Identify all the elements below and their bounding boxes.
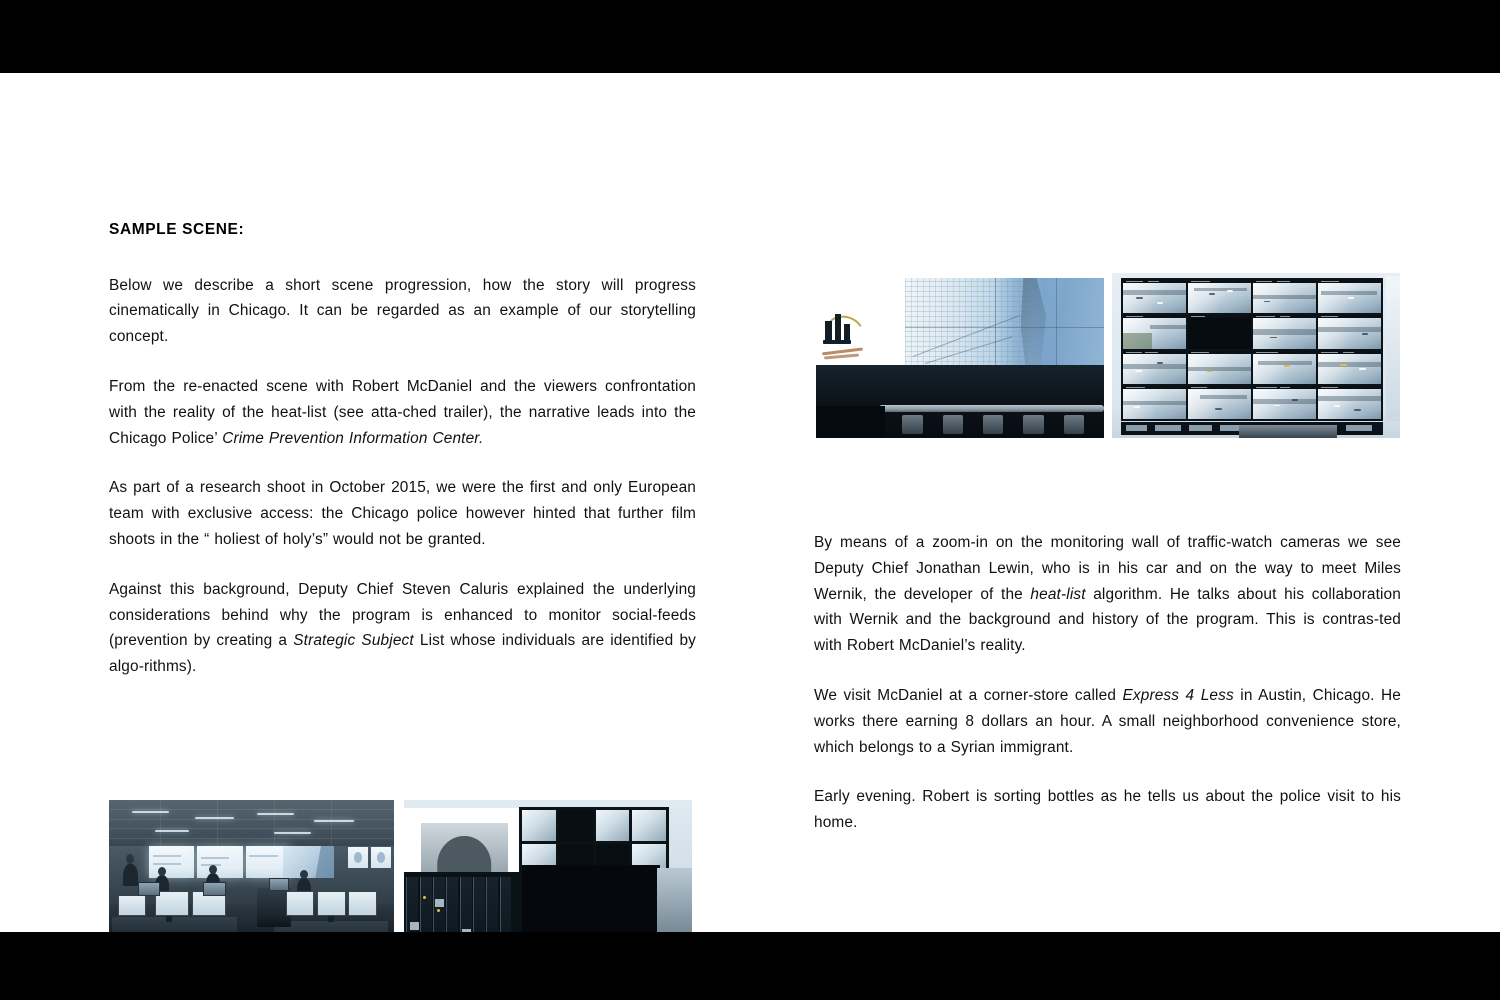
- camera-feed-cell: [1123, 351, 1186, 384]
- camera-feed-cell: [1123, 386, 1186, 419]
- camera-feed-cell: [1188, 386, 1251, 419]
- right-text-column: [814, 530, 1401, 836]
- camera-feed-cell: [1318, 351, 1381, 384]
- map-display-screen: [905, 278, 1104, 367]
- paragraph-run-italic: heat-list: [1030, 585, 1086, 603]
- wall-display-left: [149, 846, 195, 879]
- paragraph-run: in Austin, Chicago. He works there earning 8 dollars an hour. A small neighborhood convenience store, which belongs to a Syrian immigrant.: [814, 686, 1401, 756]
- camera-feed-cell: [1123, 315, 1186, 348]
- paragraph-early-evening: [814, 784, 1401, 836]
- wall-display-center: [197, 846, 243, 879]
- camera-feed-cell: [1253, 315, 1316, 348]
- paragraph-run-italic: Strategic Subject: [293, 632, 414, 650]
- paragraph-research-shoot: [109, 475, 696, 552]
- paragraph-intro: [109, 273, 696, 350]
- paragraph-run: From the re-enacted scene with Robert McDaniel and the viewers confrontation with the reality of the heat-list (see atta-ched trailer), the narrative leads into the Chicago Police’: [109, 377, 696, 447]
- left-text-column: [109, 221, 696, 680]
- letterbox-bar-top: [0, 0, 1500, 73]
- camera-feed-cell: [632, 810, 666, 841]
- wall-display-map: [283, 846, 334, 879]
- letterbox-bar-bottom: [0, 932, 1500, 1000]
- camera-feed-cell: [1253, 280, 1316, 313]
- desk-monitor: [118, 895, 147, 916]
- paragraph-run: We visit McDaniel at a corner-store called: [814, 686, 1123, 704]
- paragraph-corner-store: [814, 683, 1401, 760]
- desk-monitor: [348, 891, 377, 915]
- ceiling: [109, 800, 394, 849]
- camera-feed-cell: [1188, 280, 1251, 313]
- paragraph-zoom-in: [814, 530, 1401, 659]
- desk-monitor: [269, 878, 289, 891]
- page-title: SAMPLE SCENE:: [109, 221, 245, 238]
- desk-monitor: [286, 891, 315, 915]
- paragraph-run: As part of a research shoot in October 2015, we were the first and only European team with exclusive access: the Chicago police however hinted that further film shoots in the “ holiest of holy’s” would not be granted.: [109, 479, 696, 548]
- document-page: [0, 73, 1500, 932]
- operator-silhouette: [123, 864, 137, 887]
- paragraph-reenactment: [109, 374, 696, 451]
- camera-feed-cell: [1318, 386, 1381, 419]
- paragraph-run: algorithm. He talks about his collaboration with Wernik and the background and history of the program. This is contras-ted with Robert McDaniel’s reality.: [814, 585, 1401, 655]
- camera-feed-cell: [596, 810, 630, 841]
- control-room-map-wall-photo: [816, 273, 1104, 438]
- paragraph-run: By means of a zoom-in on the monitoring wall of traffic-watch cameras we see Deputy Chief Jonathan Lewin, who is in his car and on the way to meet Miles Wernik, the developer of the: [814, 534, 1401, 603]
- photo-layer-wall: [816, 273, 1104, 438]
- camera-feed-cell: [1318, 315, 1381, 348]
- paragraph-run: Below we describe a short scene progression, how the story will progress cinematically in Chicago. It can be regarded as an example of our storytelling concept.: [109, 276, 696, 346]
- operator-keyboard: [1239, 425, 1337, 438]
- paragraph-run: Early evening. Robert is sorting bottles as he tells us about the police visit to his home.: [814, 788, 1401, 832]
- paragraph-run: Against this background, Deputy Chief Steven Caluris explained the underlying considerations behind why the program is enhanced to monitor social-feeds (prevention by creating a: [109, 580, 696, 650]
- paragraph-caluris: [109, 577, 696, 680]
- camera-feed-grid: [1121, 278, 1383, 422]
- paragraph-run-italic: Crime Prevention Information Center.: [222, 429, 484, 447]
- camera-feed-cell: [1253, 351, 1316, 384]
- desk-monitor: [203, 882, 226, 897]
- city-seal-logo-icon: [822, 316, 868, 359]
- cctv-monitoring-wall-photo: [1112, 273, 1400, 438]
- wall-display-seal-left: [348, 847, 368, 868]
- camera-feed-cell: [1188, 315, 1251, 348]
- paragraph-run-italic: Express 4 Less: [1122, 686, 1234, 704]
- camera-feed-cell: [1123, 280, 1186, 313]
- side-panel-display: [1386, 276, 1400, 421]
- wall-display-seal-right: [371, 847, 391, 868]
- camera-feed-cell: [1188, 351, 1251, 384]
- camera-feed-cell: [1318, 280, 1381, 313]
- desk-monitor: [317, 891, 346, 915]
- camera-feed-cell: [1253, 386, 1316, 419]
- camera-feed-cell: [522, 810, 556, 841]
- paragraph-run: List whose individuals are identified by algo-rithms).: [109, 632, 696, 676]
- desk-monitor: [138, 882, 161, 897]
- camera-feed-cell: [559, 810, 593, 841]
- console-foreground: [816, 365, 1104, 438]
